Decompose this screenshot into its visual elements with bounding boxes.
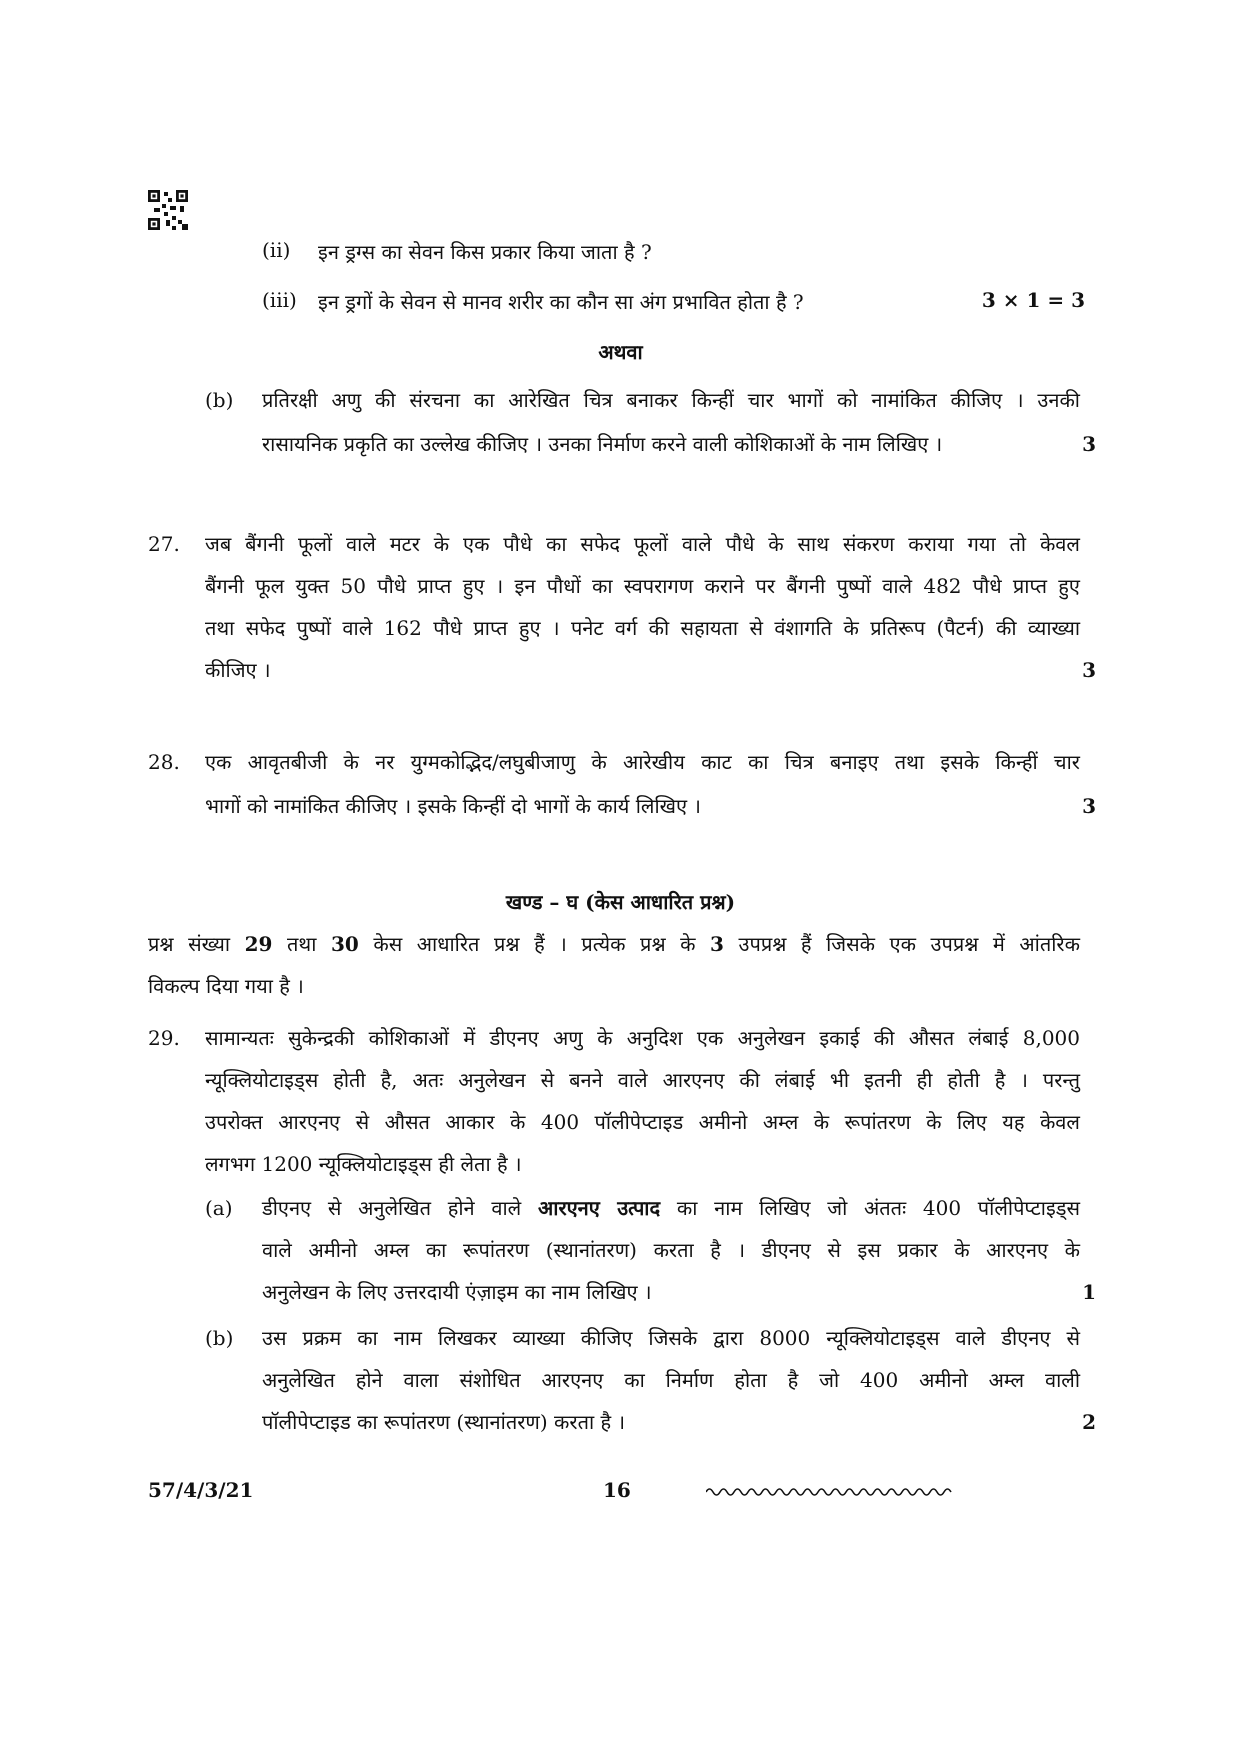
q26-iii-text: इन ड्रगों के सेवन से मानव शरीर का कौन सा अंग प्रभावित होता है ? <box>318 290 804 314</box>
q26-ii-text: इन ड्रग्स का सेवन किस प्रकार किया जाता है ? <box>318 240 652 264</box>
instr-bold-3: 3 <box>710 932 724 956</box>
q29-line3: उपरोक्त आरएनए से औसत आकार के 400 पॉलीपेप्टाइड अमीनो अम्ल के रूपांतरण के लिए यह केवल <box>205 1110 1080 1134</box>
q28-marks: 3 <box>1082 794 1096 818</box>
q26-b-line2: रासायनिक प्रकृति का उल्लेख कीजिए । उनका निर्माण करने वाली कोशिकाओं के नाम लिखिए । <box>262 432 943 456</box>
q28-line1: एक आवृतबीजी के नर युग्मकोद्भिद/लघुबीजाणु के आरेखीय काट का चित्र बनाइए तथा इसके किन्हीं चार <box>205 750 1080 774</box>
q29-a-line1-pre: डीएनए से अनुलेखित होने वाले <box>262 1196 538 1220</box>
q27-number: 27. <box>148 532 180 556</box>
q29-a-marks: 1 <box>1082 1280 1096 1304</box>
q27-line1: जब बैंगनी फूलों वाले मटर के एक पौधे का सफेद फूलों वाले पौधे के साथ संकरण कराया गया तो केवल <box>205 532 1080 556</box>
q29-line2: न्यूक्लियोटाइड्स होती है, अतः अनुलेखन से बनने वाले आरएनए की लंबाई भी इतनी ही होती है । परन्तु <box>205 1068 1080 1092</box>
q27-line2: बैंगनी फूल युक्त 50 पौधे प्राप्त हुए । इन पौधों का स्वपरागण कराने पर बैंगनी पुष्पों वाले 482 पौधे प्राप्त हुए <box>205 574 1080 598</box>
section-d-instructions-line2: विकल्प दिया गया है । <box>148 974 304 998</box>
q29-number: 29. <box>148 1026 180 1050</box>
q26-ii-label: (ii) <box>262 238 291 262</box>
q27-line3: तथा सफेद पुष्पों वाले 162 पौधे प्राप्त हुए । पनेट वर्ग की सहायता से वंशागति के प्रतिरूप (पैटर्न) की व्याख्या <box>205 616 1080 640</box>
instr-post: उपप्रश्न हैं जिसके एक उपप्रश्न में आंतरिक <box>723 932 1080 956</box>
instr-mid2: केस आधारित प्रश्न हैं । प्रत्येक प्रश्न के <box>358 932 711 956</box>
paper-code: 57/4/3/21 <box>148 1478 254 1502</box>
instr-mid1: तथा <box>272 932 331 956</box>
q29-b-line1: उस प्रक्रम का नाम लिखकर व्याख्या कीजिए जिसके द्वारा 8000 न्यूक्लियोटाइड्स वाले डीएनए से <box>262 1326 1080 1350</box>
q29-a-rna-product: आरएनए उत्पाद <box>538 1196 661 1220</box>
wavy-line-decoration <box>706 1484 956 1500</box>
q29-b-line3: पॉलीपेप्टाइड का रूपांतरण (स्थानांतरण) करता है । <box>262 1410 626 1434</box>
q28-line2: भागों को नामांकित कीजिए । इसके किन्हीं दो भागों के कार्य लिखिए । <box>205 794 701 818</box>
q29-a-line1 <box>262 1188 1080 1228</box>
section-d-heading: खण्ड – घ (केस आधारित प्रश्न) <box>505 890 736 914</box>
instr-bold-30: 30 <box>330 932 359 956</box>
q26-iii-label: (iii) <box>262 288 297 312</box>
q29-b-line2: अनुलेखित होने वाला संशोधित आरएनए का निर्माण होता है जो 400 अमीनो अम्ल वाली <box>262 1368 1080 1392</box>
page-number: 16 <box>603 1478 631 1502</box>
qr-code-icon <box>148 190 188 230</box>
q26-marks: 3 × 1 = 3 <box>981 288 1085 312</box>
q29-a-label: (a) <box>205 1196 233 1220</box>
q29-b-label: (b) <box>205 1326 234 1350</box>
instr-bold-29: 29 <box>244 932 273 956</box>
q29-a-line2: वाले अमीनो अम्ल का रूपांतरण (स्थानांतरण) करता है । डीएनए से इस प्रकार के आरएनए के <box>262 1238 1080 1262</box>
q27-line4: कीजिए । <box>205 658 271 682</box>
q29-a-line3: अनुलेखन के लिए उत्तरदायी एंज़ाइम का नाम लिखिए । <box>262 1280 652 1304</box>
q26-b-label: (b) <box>205 388 234 412</box>
q26-b-line1: प्रतिरक्षी अणु की संरचना का आरेखित चित्र बनाकर किन्हीं चार भागों को नामांकित कीजिए । उनकी <box>262 388 1080 412</box>
q29-line1: सामान्यतः सुकेन्द्रकी कोशिकाओं में डीएनए अणु के अनुदिश एक अनुलेखन इकाई की औसत लंबाई 8,000 <box>205 1026 1080 1050</box>
q29-line4: लगभग 1200 न्यूक्लियोटाइड्स ही लेता है । <box>205 1152 522 1176</box>
q28-number: 28. <box>148 750 180 774</box>
q26-b-marks: 3 <box>1082 432 1096 456</box>
q29-a-line1-post: का नाम लिखिए जो अंततः 400 पॉलीपेप्टाइड्स <box>660 1196 1080 1220</box>
or-label: अथवा <box>598 340 643 364</box>
section-d-instructions <box>148 924 1080 964</box>
q29-b-marks: 2 <box>1082 1410 1096 1434</box>
instr-pre: प्रश्न संख्या <box>148 932 245 956</box>
q27-marks: 3 <box>1082 658 1096 682</box>
